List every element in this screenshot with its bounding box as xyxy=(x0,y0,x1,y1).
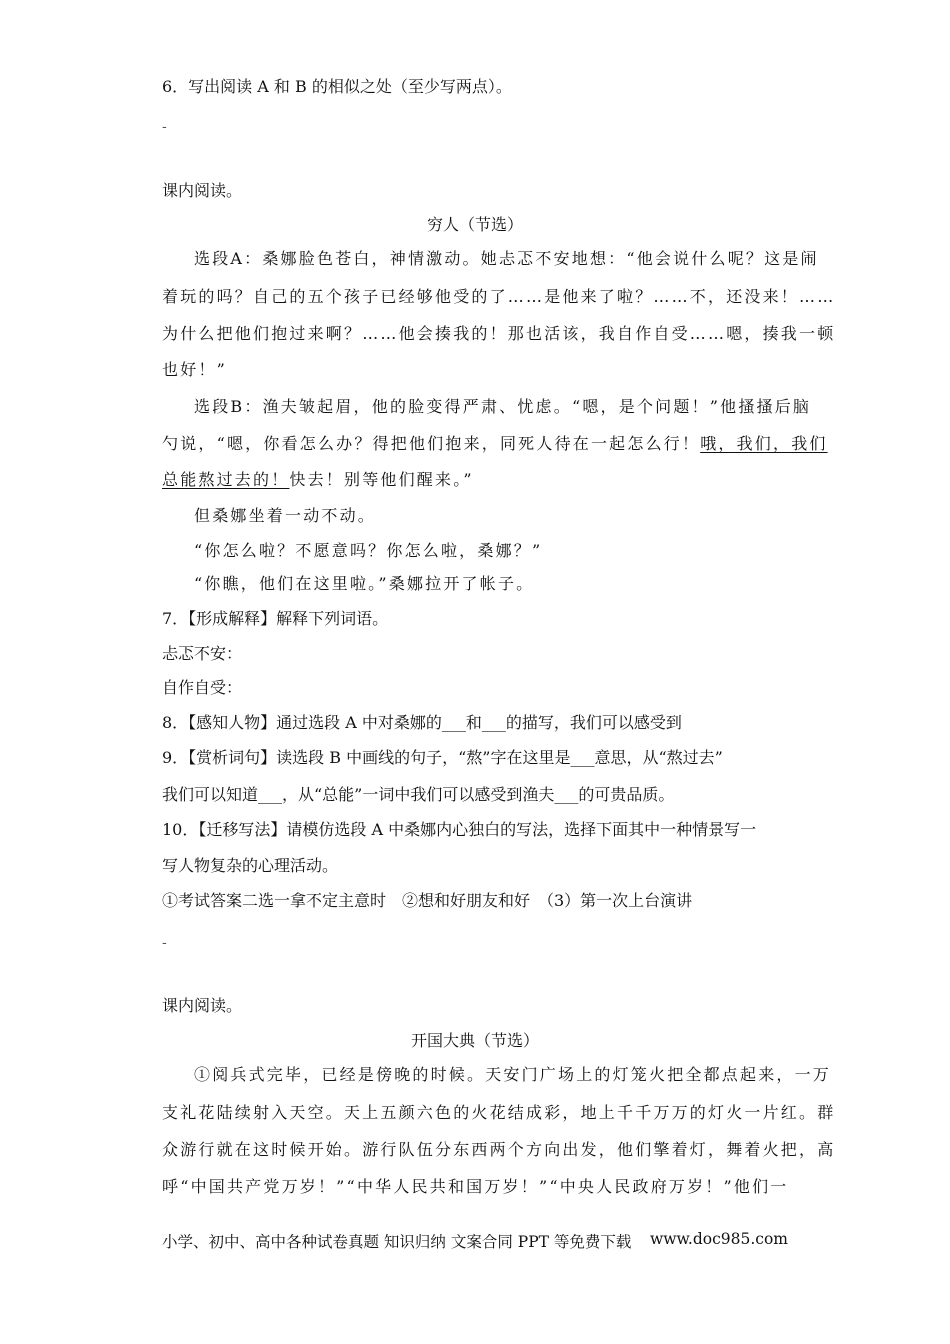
question-8: 8．【感知人物】通过选段 A 中对桑娜的___和___的描写，我们可以感受到 xyxy=(162,713,682,732)
passage-a-line-1: 选段A：桑娜脸色苍白，神情激动。她忐忑不安地想：“他会说什么呢？这是闹 xyxy=(194,249,819,268)
passage-b-text: 勺说，“嗯，你看怎么办？得把他们抱来，同死人待在一起怎么行！ xyxy=(162,434,701,453)
passage-title: 穷人（节选） xyxy=(426,215,523,234)
passage-line: 众游行就在这时候开始。游行队伍分东西两个方向出发，他们擎着灯，舞着火把，高 xyxy=(162,1140,836,1159)
passage-b-text: 快去！别等他们醒来。” xyxy=(289,470,474,489)
passage-a-line-3: 为什么把他们抱过来啊？……他会揍我的！那也活该，我自作自受……嗯，揍我一顿 xyxy=(162,324,836,343)
footer-text: 小学、初中、高中各种试卷真题 知识归纳 文案合同 PPT 等免费下载 xyxy=(162,1233,632,1251)
term-1: 忐忑不安： xyxy=(162,644,243,663)
question-9-line-2: 我们可以知道___，从“总能”一词中我们可以感受到渔夫___的可贵品质。 xyxy=(162,785,675,804)
passage-line: ①阅兵式完毕，已经是傍晚的时候。天安门广场上的灯笼火把全都点起来，一万 xyxy=(194,1065,832,1084)
passage-b-line-1: 选段B：渔夫皱起眉，他的脸变得严肃、忧虑。“嗯，是个问题！”他搔搔后脑 xyxy=(194,397,812,416)
question-7: 7．【形成解释】解释下列词语。 xyxy=(162,609,389,628)
passage-b-line-2 xyxy=(162,433,828,455)
footer-url: www.doc985.com xyxy=(649,1230,788,1248)
answer-placeholder: - xyxy=(162,935,167,951)
passage-line: 呼“中国共产党万岁！”“中华人民共和国万岁！”“中央人民政府万岁！”他们一 xyxy=(162,1177,789,1196)
question-10-options: ①考试答案二选一拿不定主意时 ②想和好朋友和好 （3）第一次上台演讲 xyxy=(162,891,693,910)
question-10-line-2: 写人物复杂的心理活动。 xyxy=(162,856,339,875)
page-footer xyxy=(162,1230,788,1252)
passage-a-line-4: 也好！” xyxy=(162,360,227,379)
passage-a-line-2: 着玩的吗？自己的五个孩子已经够他受的了……是他来了啦？……不，还没来！…… xyxy=(162,287,836,306)
passage-line: 支礼花陆续射入天空。天上五颜六色的火花结成彩，地上千千万万的灯火一片红。群 xyxy=(162,1103,836,1122)
passage-line: “你怎么啦？不愿意吗？你怎么啦，桑娜？” xyxy=(194,541,543,560)
term-2: 自作自受： xyxy=(162,678,243,697)
passage-line: 但桑娜坐着一动不动。 xyxy=(194,506,377,525)
passage-title: 开国大典（节选） xyxy=(410,1031,539,1050)
answer-placeholder: - xyxy=(162,119,167,135)
passage-line: “你瞧，他们在这里啦。”桑娜拉开了帐子。 xyxy=(194,574,535,593)
underlined-sentence: 哦，我们，我们 xyxy=(700,434,828,453)
section-heading: 课内阅读。 xyxy=(162,181,243,200)
underlined-sentence: 总能熬过去的！ xyxy=(162,470,290,489)
question-6: 6．写出阅读 A 和 B 的相似之处（至少写两点）。 xyxy=(162,77,512,96)
question-9-line-1: 9．【赏析词句】读选段 B 中画线的句子，“熬”字在这里是___意思，从“熬过去” xyxy=(162,748,723,767)
question-10-line-1: 10．【迁移写法】请模仿选段 A 中桑娜内心独白的写法，选择下面其中一种情景写一 xyxy=(162,820,757,839)
section-heading: 课内阅读。 xyxy=(162,996,243,1015)
passage-b-line-3 xyxy=(162,469,474,491)
